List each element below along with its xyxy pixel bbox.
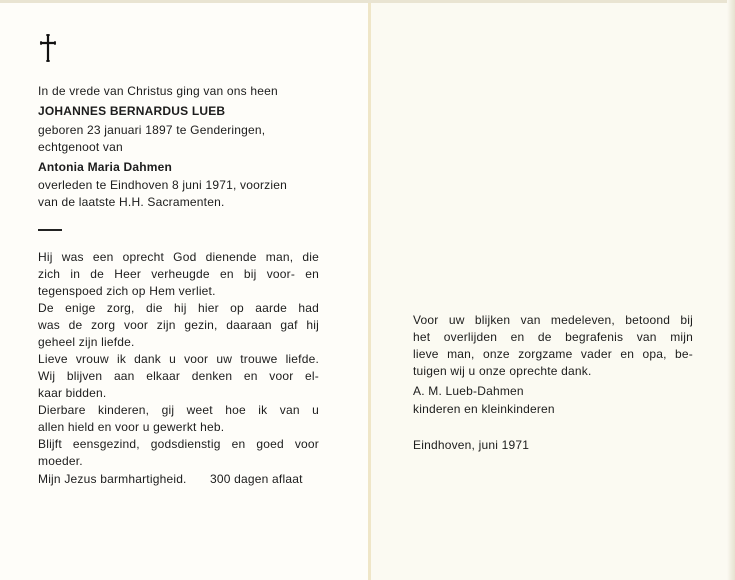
body-line: geheel zijn liefde.: [38, 335, 135, 349]
body-line: De enige zorg, die hij hier op aarde had: [38, 301, 319, 315]
prayer-line: Mijn Jezus barmhartigheid.: [38, 472, 187, 486]
death-line-1: overleden te Eindhoven 8 juni 1971, voorzien: [38, 178, 287, 192]
body-line: was de zorg voor zijn gezin, daaraan gaf hij: [38, 318, 319, 332]
place-date: Eindhoven, juni 1971: [413, 438, 530, 452]
spouse-of-line: echtgenoot van: [38, 140, 123, 154]
card-edge-shadow: [727, 0, 735, 580]
intro-text: In de vrede van Christus ging van ons heen: [38, 84, 278, 98]
thanks-line: lieve man, onze zorgzame vader en opa, be-: [413, 347, 693, 361]
family-line: kinderen en kleinkinderen: [413, 402, 555, 416]
body-line: zich in de Heer verheugde en bij voor- en: [38, 267, 319, 281]
body-line: moeder.: [38, 454, 83, 468]
top-edge: [0, 0, 735, 3]
thanks-line: het overlijden en de begrafenis van mijn: [413, 330, 693, 344]
thanks-line: Voor uw blijken van medeleven, betoond bij: [413, 313, 693, 327]
separator-dash: [38, 229, 62, 231]
body-line: allen hield en voor u gewerkt heb.: [38, 420, 225, 434]
birth-line: geboren 23 januari 1897 te Genderingen,: [38, 123, 266, 137]
deceased-name: JOHANNES BERNARDUS LUEB: [38, 104, 226, 118]
right-page: [370, 0, 735, 580]
body-line: Wij blijven aan elkaar denken en voor el-: [38, 369, 319, 383]
thanks-line: tuigen wij u onze oprechte dank.: [413, 364, 592, 378]
body-line: Lieve vrouw ik dank u voor uw trouwe liefde.: [38, 352, 319, 366]
indulgence-line: 300 dagen aflaat: [210, 472, 303, 486]
death-line-2: van de laatste H.H. Sacramenten.: [38, 195, 225, 209]
card-fold: [368, 0, 371, 580]
spouse-name: Antonia Maria Dahmen: [38, 160, 173, 174]
signature-name: A. M. Lueb-Dahmen: [413, 384, 524, 398]
body-line: Hij was een oprecht God dienende man, die: [38, 250, 319, 264]
cross-icon: [38, 34, 58, 62]
body-line: Dierbare kinderen, gij weet hoe ik van u: [38, 403, 319, 417]
body-line: kaar bidden.: [38, 386, 107, 400]
body-line: tegenspoed zich op Hem verliet.: [38, 284, 216, 298]
body-line: Blijft eensgezind, godsdienstig en goed voor: [38, 437, 319, 451]
